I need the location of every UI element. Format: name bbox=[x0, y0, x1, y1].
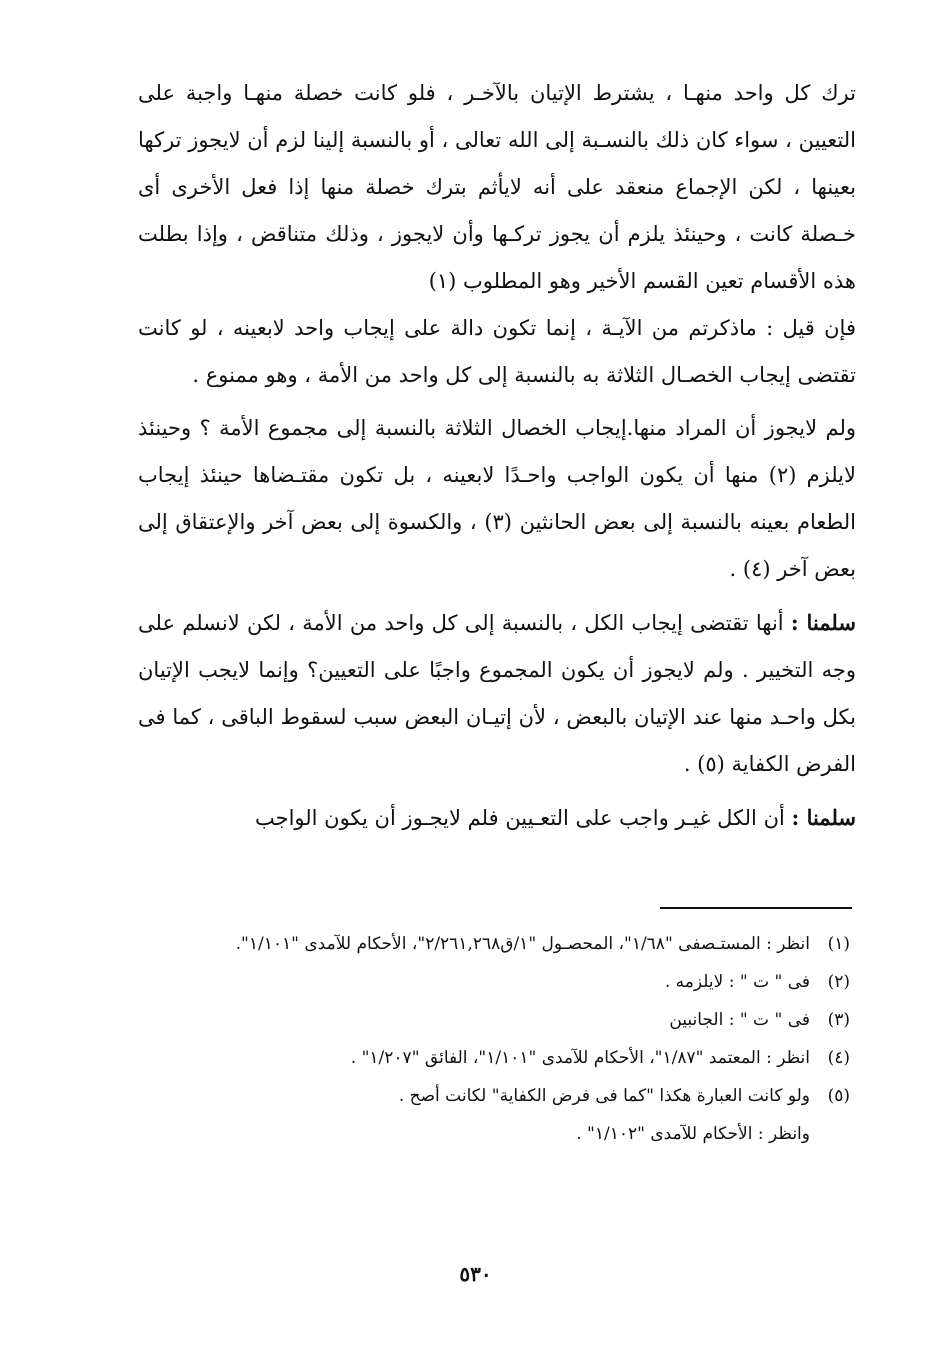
paragraph-3: ولم لايجوز أن المراد منها.إيجاب الخصال الثلاثة بالنسبة إلى مجموع الأمة ؟ وحينئذ لايلزم (٢) منها أن يكون الواجب واحـدًا لابعينه ، بل تكون مقتـضاها حينئذ إيجاب الطعام بعينه بالنسبة إلى بعض الحانثين (٣) ، والكسوة إلى بعض آخر والإعتقاق إلى بعض آخر (٤) . bbox=[138, 416, 856, 581]
page-number: ٥٣٠ bbox=[459, 1262, 492, 1286]
paragraph-2: فإن قيل : ماذكرتم من الآيـة ، إنما تكون دالة على إيجاب واحد لابعينه ، لو كانت تقتضى إيجاب الخصـال الثلاثة به بالنسبة إلى كل واحد من الأمة ، وهو ممنوع . bbox=[138, 316, 856, 387]
paragraph-5-text: أن الكل غيـر واجب على التعـيين فلم لايجـوز أن يكون الواجب bbox=[254, 806, 792, 830]
footnote-separator bbox=[660, 907, 852, 909]
footnote-number: (٢) bbox=[827, 972, 850, 992]
footnote-number: (٥) bbox=[827, 1086, 850, 1106]
paragraph-4-text: أنها تقتضى إيجاب الكل ، بالنسبة إلى كل واحد من الأمة ، لكن لانسلم على وجه التخيير . ولم لايجوز أن يكون المجموع واجبًا على التعيين؟ وإنما لايجب الإتيان بكل واحـد منها عند الإتيان بالبعض ، لأن إتيـان البعض سبب لسقوط الباقى ، كما فى الفرض الكفاية (٥) . bbox=[138, 611, 856, 776]
footnote-text: انظر : المستـصفى "١/٦٨"، المحصـول "١/ق٢/٢٦١,٢٦٨"، الأحكام للآمدى "١/١٠١". bbox=[235, 934, 810, 954]
paragraph-5-lead: سلمنا : bbox=[791, 805, 856, 830]
footnote-number: (١) bbox=[827, 934, 850, 954]
footnotes bbox=[150, 925, 850, 1153]
paragraph-4-lead: سلمنا : bbox=[790, 610, 856, 635]
footnote-number: (٤) bbox=[827, 1048, 850, 1068]
main-text bbox=[138, 70, 856, 842]
footnote-number: (٣) bbox=[827, 1010, 850, 1030]
footnote-5 bbox=[150, 1077, 850, 1115]
footnote-1 bbox=[150, 925, 850, 963]
footnote-text: ولو كانت العبارة هكذا "كما فى فرض الكفاية" لكانت أصح . bbox=[398, 1086, 810, 1106]
footnote-5-continuation: وانظر : الأحكام للآمدى "١/١٠٢" . bbox=[576, 1124, 810, 1144]
footnote-2 bbox=[150, 963, 850, 1001]
paragraph-1: ترك كل واحد منهـا ، يشترط الإتيان بالآخـر ، فلو كانت خصلة منهـا واجبة على التعيين ، سواء كان ذلك بالنسـبة إلى الله تعالى ، أو بالنسبة إلينا لزم أن لايجوز تركها بعينها ، لكن الإجماع منعقد على أنه لايأثم بترك خصلة منها إذا فعل الأخرى أى خـصلة كانت ، وحينئذ يلزم أن يجوز تركـها وأن لايجوز ، وذلك متناقض ، وإذا بطلت هذه الأقسام تعين القسم الأخير وهو المطلوب (١) bbox=[138, 81, 856, 293]
footnote-3 bbox=[150, 1001, 850, 1039]
footnote-text: فى " ت " : لايلزمه . bbox=[664, 972, 810, 992]
footnote-text: انظر : المعتمد "١/٨٧"، الأحكام للآمدى "١/١٠١"، الفائق "١/٢٠٧" . bbox=[350, 1048, 810, 1068]
footnote-4 bbox=[150, 1039, 850, 1077]
footnote-text: فى " ت " : الجانبين bbox=[669, 1010, 810, 1030]
paragraph-5 bbox=[138, 794, 856, 842]
paragraph-4 bbox=[138, 599, 856, 788]
